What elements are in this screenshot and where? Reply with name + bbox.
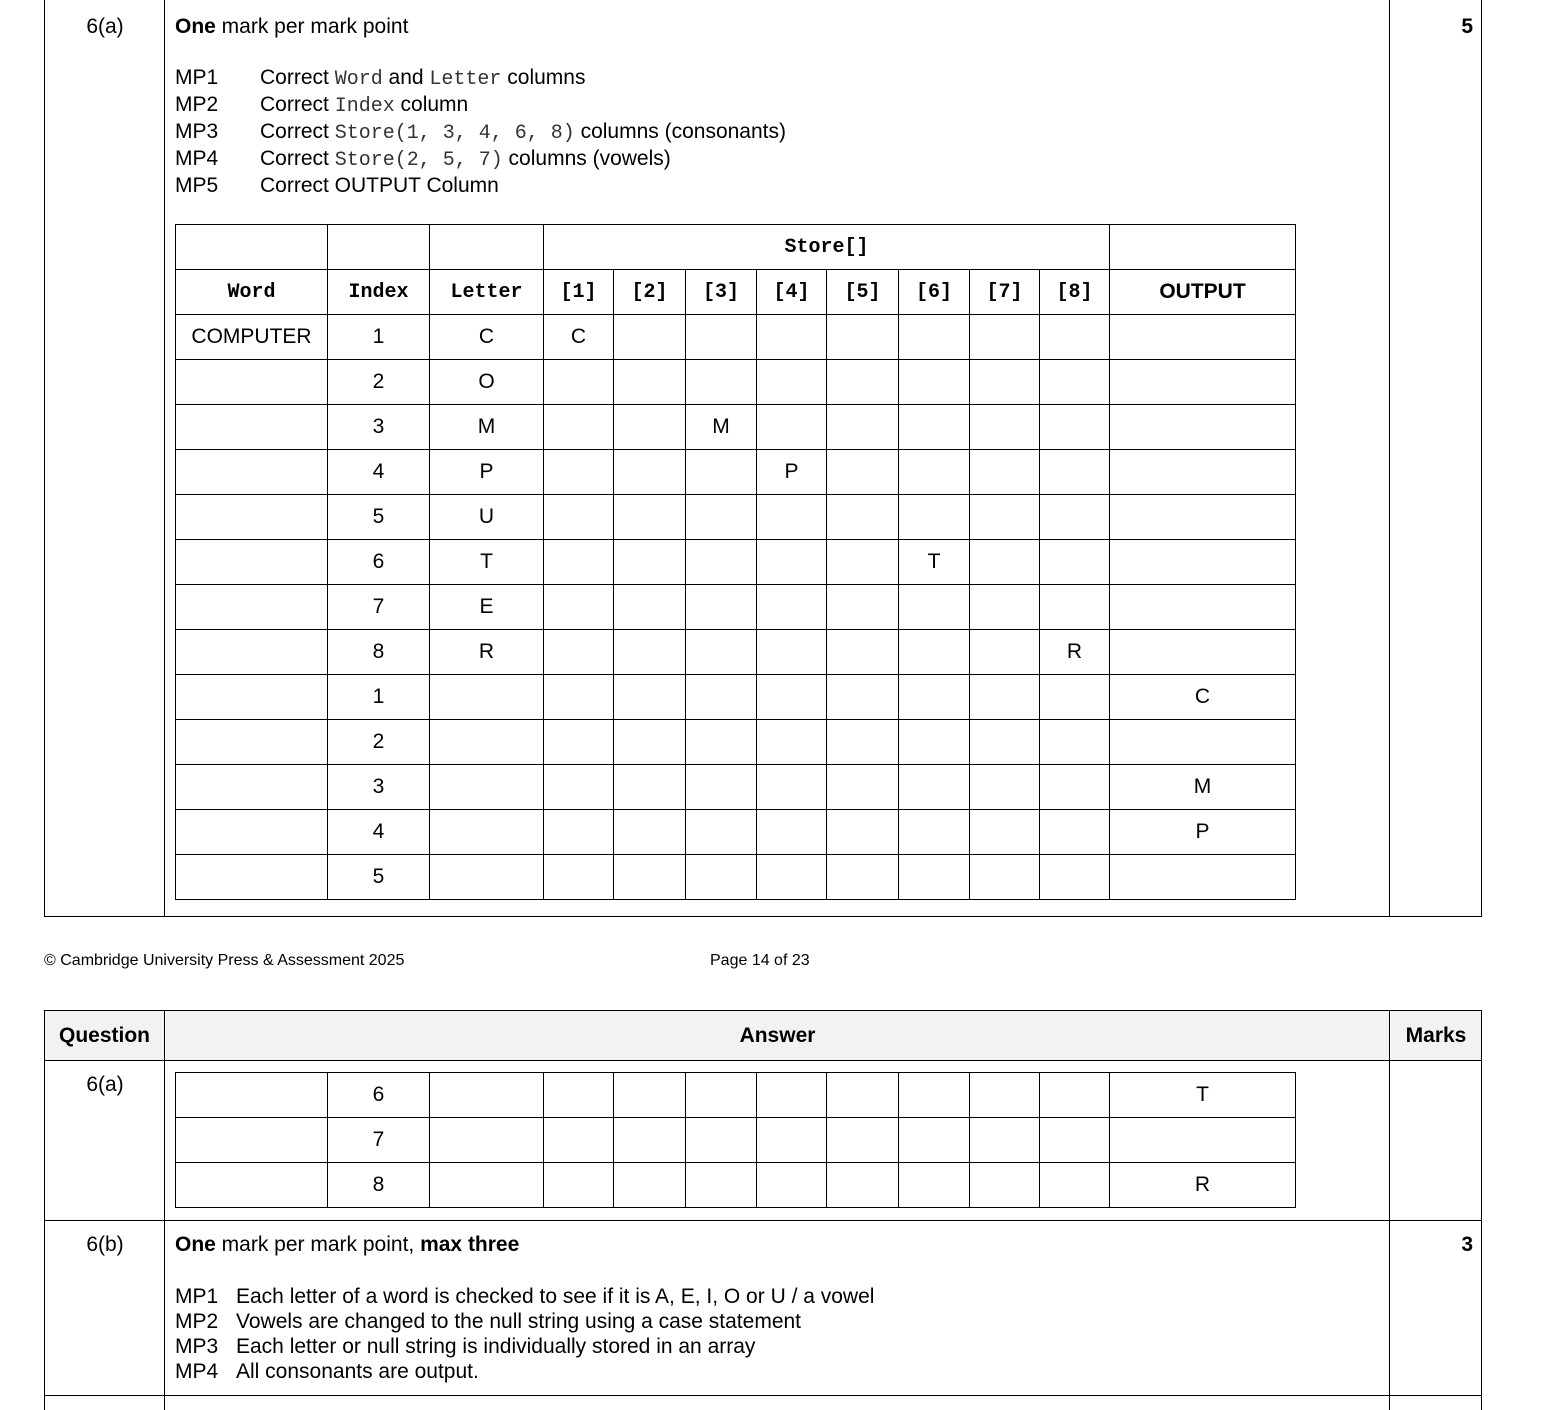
text-fragment: and	[382, 66, 430, 89]
table-cell	[614, 450, 686, 495]
column-header: Letter	[430, 270, 544, 315]
mark-point-id: MP3	[175, 120, 219, 143]
table-cell: 7	[328, 585, 430, 630]
table-row	[176, 720, 1296, 765]
table-cell	[757, 675, 827, 720]
mark-point-id: MP5	[175, 174, 219, 197]
mark-point-text: Vowels are changed to the null string using a case statement	[236, 1310, 802, 1333]
intro-bold: max three	[420, 1233, 520, 1256]
table-cell	[1110, 405, 1296, 450]
text-fragment: Correct	[260, 66, 335, 89]
table-cell	[176, 765, 328, 810]
table-cell	[686, 855, 757, 900]
table-cell	[757, 1118, 827, 1163]
table-cell: 6	[328, 540, 430, 585]
table-cell	[544, 1163, 614, 1208]
table-cell	[970, 315, 1040, 360]
table-cell	[614, 540, 686, 585]
table-cell: 3	[328, 765, 430, 810]
table-cell	[970, 720, 1040, 765]
table-cell	[970, 855, 1040, 900]
table-cell: R	[1110, 1163, 1296, 1208]
table-cell	[614, 720, 686, 765]
table-cell	[430, 1163, 544, 1208]
table-cell	[757, 540, 827, 585]
table-cell	[430, 810, 544, 855]
table-cell	[757, 360, 827, 405]
table-row	[176, 1118, 1296, 1163]
code-term: Word	[334, 68, 383, 91]
table-cell	[176, 1073, 328, 1118]
table-cell	[1110, 450, 1296, 495]
table-cell	[827, 540, 899, 585]
table-cell	[544, 855, 614, 900]
table-cell	[176, 855, 328, 900]
table-cell	[614, 495, 686, 540]
table-cell	[544, 810, 614, 855]
column-header: [5]	[827, 270, 899, 315]
table-cell	[827, 675, 899, 720]
intro-bold: One	[175, 15, 216, 38]
intro-text: mark per mark point,	[215, 1233, 421, 1256]
table-cell	[757, 630, 827, 675]
code-term: Index	[334, 95, 395, 118]
table-cell	[970, 675, 1040, 720]
table-cell	[614, 765, 686, 810]
column-header: [7]	[970, 270, 1040, 315]
table-cell: C	[544, 315, 614, 360]
mark-point-id: MP1	[175, 66, 219, 89]
table-cell	[899, 1073, 970, 1118]
table-cell	[176, 360, 328, 405]
table-cell	[176, 810, 328, 855]
table-cell	[899, 585, 970, 630]
table-cell	[899, 1118, 970, 1163]
table-cell	[176, 495, 328, 540]
table-cell	[827, 1163, 899, 1208]
table-cell	[1040, 675, 1110, 720]
table-cell	[430, 1118, 544, 1163]
table-cell	[686, 675, 757, 720]
table-cell	[1040, 360, 1110, 405]
table-cell	[544, 495, 614, 540]
table-cell	[899, 450, 970, 495]
copyright-notice: © Cambridge University Press & Assessment 2025	[44, 952, 405, 969]
marks-header: Marks	[1391, 1011, 1481, 1060]
table-cell	[544, 675, 614, 720]
mark-point-text	[260, 147, 671, 172]
table-cell	[899, 855, 970, 900]
mark-point-text	[260, 66, 585, 91]
table-cell	[827, 585, 899, 630]
code-term: Letter	[429, 68, 502, 91]
mark-point-text: All consonants are output.	[236, 1360, 479, 1383]
table-cell	[1040, 855, 1110, 900]
table-cell	[1040, 810, 1110, 855]
table-cell	[1040, 450, 1110, 495]
answer-header: Answer	[166, 1011, 1389, 1060]
table-cell	[827, 765, 899, 810]
table-cell	[1110, 585, 1296, 630]
table-cell	[970, 585, 1040, 630]
table-cell	[430, 765, 544, 810]
intro-bold: One	[175, 1233, 216, 1256]
table-cell: M	[686, 405, 757, 450]
blank-header-cell	[328, 225, 430, 270]
table-cell: 1	[328, 315, 430, 360]
code-term: Store(2, 5, 7)	[334, 149, 503, 172]
table-cell	[614, 405, 686, 450]
table-cell	[614, 855, 686, 900]
table-cell: 6	[328, 1073, 430, 1118]
text-fragment: Correct	[260, 147, 335, 170]
intro-text: mark per mark point	[215, 15, 409, 38]
table-cell	[176, 675, 328, 720]
table-row	[176, 630, 1296, 675]
table-cell	[176, 1118, 328, 1163]
table-cell: T	[430, 540, 544, 585]
table-cell	[544, 1073, 614, 1118]
code-term: Store(1, 3, 4, 6, 8)	[334, 122, 575, 145]
table-cell	[430, 675, 544, 720]
table-cell: P	[430, 450, 544, 495]
table-cell	[970, 630, 1040, 675]
question-header: Question	[45, 1011, 164, 1060]
table-cell	[899, 630, 970, 675]
table-cell	[899, 1163, 970, 1208]
column-header: [8]	[1040, 270, 1110, 315]
table-cell	[827, 495, 899, 540]
table-cell	[614, 1118, 686, 1163]
table-cell	[686, 585, 757, 630]
table-cell	[1110, 720, 1296, 765]
table-cell: 2	[328, 720, 430, 765]
table-cell	[1040, 720, 1110, 765]
table-cell	[1110, 540, 1296, 585]
table-cell	[176, 540, 328, 585]
table-cell	[614, 1073, 686, 1118]
trace-table-continued	[175, 1072, 1296, 1208]
marks-value: 3	[1461, 1233, 1473, 1256]
mark-point-id: MP4	[175, 147, 219, 170]
mark-point-text	[260, 120, 786, 145]
table-cell: E	[430, 585, 544, 630]
table-cell	[430, 1073, 544, 1118]
table-cell	[970, 1073, 1040, 1118]
mark-point-id: MP2	[175, 1310, 219, 1333]
table-cell	[1040, 495, 1110, 540]
table-cell: 7	[328, 1118, 430, 1163]
table-cell	[827, 810, 899, 855]
table-cell	[686, 450, 757, 495]
mark-point-text: Each letter or null string is individually stored in an array	[236, 1335, 756, 1358]
table-cell: T	[899, 540, 970, 585]
question-number: 6(a)	[86, 15, 124, 38]
mark-point-id: MP2	[175, 93, 219, 116]
table-cell	[176, 405, 328, 450]
column-header: [3]	[686, 270, 757, 315]
table-cell	[686, 810, 757, 855]
row-divider	[45, 1220, 1481, 1221]
table-cell	[614, 360, 686, 405]
mark-point-id: MP4	[175, 1360, 219, 1383]
table-cell	[1110, 360, 1296, 405]
table-cell: 5	[328, 495, 430, 540]
table-cell	[176, 1163, 328, 1208]
blank-header-cell	[176, 225, 328, 270]
table-cell: O	[430, 360, 544, 405]
table-cell	[686, 1163, 757, 1208]
table-cell	[614, 585, 686, 630]
table-cell	[544, 765, 614, 810]
table-row	[176, 765, 1296, 810]
table-cell	[614, 675, 686, 720]
answer-table	[44, 1010, 1482, 1410]
table-cell	[899, 405, 970, 450]
table-row	[176, 1073, 1296, 1118]
marks-value: 5	[1461, 15, 1473, 38]
blank-header-cell	[430, 225, 544, 270]
table-cell	[1040, 540, 1110, 585]
table-cell	[686, 540, 757, 585]
column-header: Index	[328, 270, 430, 315]
column-divider	[164, 1011, 165, 1410]
text-fragment: Correct	[260, 120, 335, 143]
table-cell	[827, 720, 899, 765]
table-cell	[544, 1118, 614, 1163]
table-cell	[430, 855, 544, 900]
row-divider	[45, 1395, 1481, 1396]
table-cell	[827, 630, 899, 675]
table-row	[176, 450, 1296, 495]
table-cell	[757, 315, 827, 360]
trace-table	[175, 224, 1296, 900]
table-cell	[757, 765, 827, 810]
table-cell	[827, 450, 899, 495]
question-number: 6(a)	[86, 1073, 124, 1096]
table-cell	[970, 810, 1040, 855]
table-cell	[757, 1073, 827, 1118]
table-cell: U	[430, 495, 544, 540]
table-cell: 4	[328, 810, 430, 855]
table-cell	[757, 855, 827, 900]
column-header: Word	[176, 270, 328, 315]
table-cell	[757, 495, 827, 540]
table-row	[176, 315, 1296, 360]
table-row	[176, 540, 1296, 585]
table-cell	[827, 1073, 899, 1118]
table-cell	[970, 1163, 1040, 1208]
column-header: [4]	[757, 270, 827, 315]
table-cell	[899, 360, 970, 405]
table-cell: R	[1040, 630, 1110, 675]
table-cell: M	[430, 405, 544, 450]
group-header-row	[176, 225, 1296, 270]
table-row	[176, 585, 1296, 630]
table-cell	[970, 450, 1040, 495]
table-cell	[1040, 585, 1110, 630]
table-cell	[544, 540, 614, 585]
table-cell	[176, 720, 328, 765]
table-cell	[970, 540, 1040, 585]
table-cell	[899, 495, 970, 540]
column-divider	[164, 0, 165, 916]
table-cell	[970, 360, 1040, 405]
table-cell	[899, 675, 970, 720]
table-cell	[757, 585, 827, 630]
table-cell	[1040, 405, 1110, 450]
column-header: [2]	[614, 270, 686, 315]
header-divider	[45, 1060, 1481, 1061]
table-cell: COMPUTER	[176, 315, 328, 360]
table-cell	[686, 1073, 757, 1118]
table-cell	[544, 360, 614, 405]
table-cell	[1110, 855, 1296, 900]
table-cell	[614, 630, 686, 675]
table-row	[176, 360, 1296, 405]
table-cell	[899, 765, 970, 810]
table-cell	[970, 765, 1040, 810]
column-header-row	[176, 270, 1296, 315]
table-cell	[899, 720, 970, 765]
table-cell	[176, 585, 328, 630]
table-cell	[827, 855, 899, 900]
page-number: Page 14 of 23	[710, 952, 810, 969]
table-cell	[686, 1118, 757, 1163]
table-cell	[970, 495, 1040, 540]
table-cell	[430, 720, 544, 765]
table-cell	[176, 630, 328, 675]
table-cell: 2	[328, 360, 430, 405]
table-cell: 3	[328, 405, 430, 450]
table-cell: P	[757, 450, 827, 495]
table-cell	[614, 1163, 686, 1208]
table-cell: M	[1110, 765, 1296, 810]
table-cell	[1110, 495, 1296, 540]
table-cell	[1110, 315, 1296, 360]
table-cell	[1040, 765, 1110, 810]
table-cell	[614, 315, 686, 360]
table-row	[176, 855, 1296, 900]
table-row	[176, 495, 1296, 540]
question-number: 6(b)	[86, 1233, 124, 1256]
table-cell: C	[430, 315, 544, 360]
mark-scheme-intro	[175, 15, 408, 39]
table-cell: 5	[328, 855, 430, 900]
text-fragment: Correct OUTPUT Column	[260, 174, 499, 197]
text-fragment: columns (consonants)	[574, 120, 786, 143]
column-header: OUTPUT	[1110, 270, 1296, 315]
table-cell	[827, 405, 899, 450]
table-cell	[970, 1118, 1040, 1163]
table-row	[176, 1163, 1296, 1208]
table-cell	[899, 810, 970, 855]
text-fragment: columns	[501, 66, 586, 89]
table-cell	[544, 450, 614, 495]
table-cell	[686, 315, 757, 360]
table-cell	[757, 810, 827, 855]
table-cell: P	[1110, 810, 1296, 855]
table-cell	[544, 720, 614, 765]
table-cell	[614, 810, 686, 855]
mark-scheme-intro	[175, 1233, 519, 1257]
column-header: [1]	[544, 270, 614, 315]
table-cell	[686, 495, 757, 540]
blank-header-cell	[1110, 225, 1296, 270]
store-array-header: Store[]	[544, 225, 1110, 270]
table-cell	[899, 315, 970, 360]
table-row	[176, 675, 1296, 720]
table-cell	[827, 360, 899, 405]
table-cell	[176, 450, 328, 495]
table-cell: 4	[328, 450, 430, 495]
table-cell	[827, 1118, 899, 1163]
table-cell	[827, 315, 899, 360]
table-cell	[544, 630, 614, 675]
table-cell	[757, 405, 827, 450]
table-cell	[686, 720, 757, 765]
question-6a-box	[44, 0, 1482, 917]
table-cell	[544, 585, 614, 630]
table-cell: C	[1110, 675, 1296, 720]
table-cell	[1040, 1163, 1110, 1208]
mark-point-text: Each letter of a word is checked to see if it is A, E, I, O or U / a vowel	[236, 1285, 875, 1308]
table-row	[176, 405, 1296, 450]
table-cell	[757, 720, 827, 765]
table-cell: R	[430, 630, 544, 675]
table-cell	[970, 405, 1040, 450]
table-cell	[1040, 1073, 1110, 1118]
table-cell	[1110, 630, 1296, 675]
column-header: [6]	[899, 270, 970, 315]
column-divider	[1389, 0, 1390, 916]
table-cell	[686, 630, 757, 675]
table-cell: T	[1110, 1073, 1296, 1118]
table-cell: 8	[328, 1163, 430, 1208]
mark-point-id: MP1	[175, 1285, 219, 1308]
text-fragment: columns (vowels)	[502, 147, 671, 170]
table-cell	[544, 405, 614, 450]
mark-point-id: MP3	[175, 1335, 219, 1358]
column-divider	[1389, 1011, 1390, 1410]
text-fragment: column	[394, 93, 469, 116]
mark-point-text	[260, 174, 499, 198]
table-row	[176, 810, 1296, 855]
table-cell	[757, 1163, 827, 1208]
table-cell	[1040, 1118, 1110, 1163]
table-cell	[1040, 315, 1110, 360]
table-cell	[1110, 1118, 1296, 1163]
table-cell: 8	[328, 630, 430, 675]
mark-point-text	[260, 93, 468, 118]
table-cell	[686, 360, 757, 405]
table-cell	[686, 765, 757, 810]
table-cell: 1	[328, 675, 430, 720]
text-fragment: Correct	[260, 93, 335, 116]
